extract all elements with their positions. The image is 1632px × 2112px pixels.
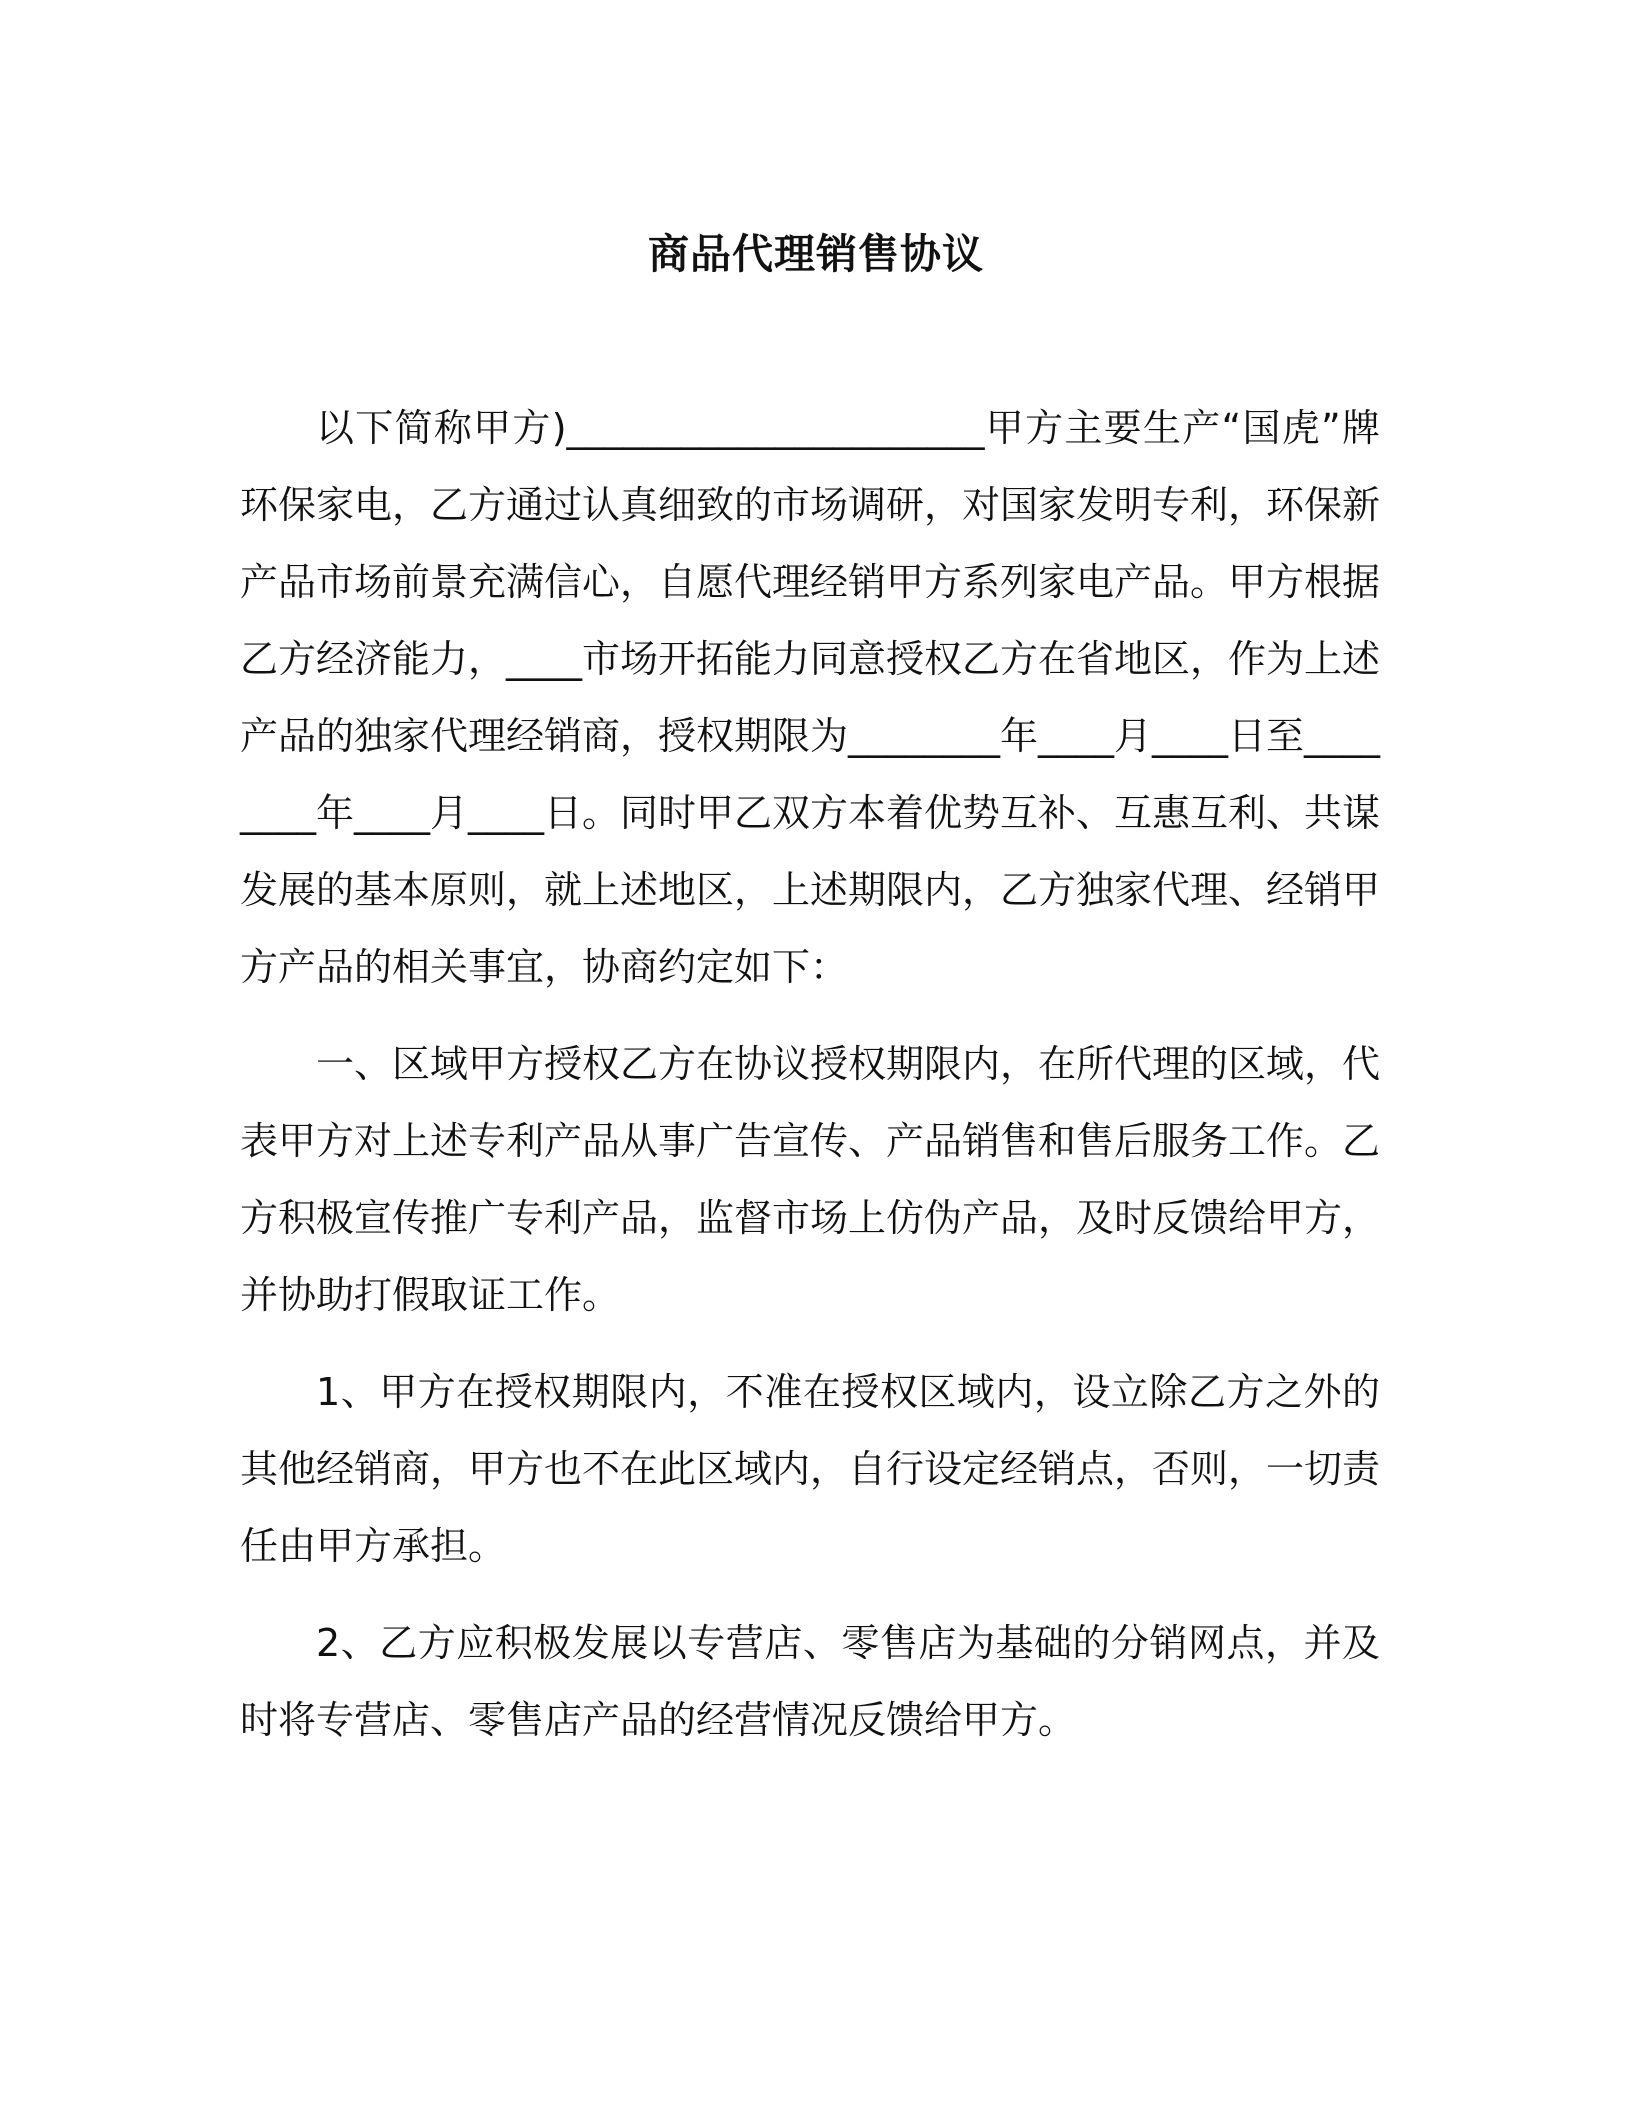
paragraph-section-1: 一、区域甲方授权乙方在协议授权期限内，在所代理的区域，代表甲方对上述专利产品从事广告宣传、产品销售和售后服务工作。乙方积极宣传推广专利产品，监督市场上仿伪产品，及时反馈给甲方，并协助打假取证工作。 (240, 1042, 1381, 1317)
paragraph-clause-2: 2、乙方应积极发展以专营店、零售店为基础的分销网点，并及时将专营店、零售店产品的经营情况反馈给甲方。 (240, 1621, 1380, 1742)
paragraph-clause-1: 1、甲方在授权期限内，不准在授权区域内，设立除乙方之外的其他经销商，甲方也不在此区域内，自行设定经销点，否则，一切责任由甲方承担。 (240, 1370, 1381, 1568)
paragraph-intro: 以下简称甲方)______________________甲方主要生产“国虎”牌环保家电，乙方通过认真细致的市场调研，对国家发明专利，环保新产品市场前景充满信心，自愿代理经销甲方系列家电产品。甲方根据乙方经济能力，____市场开拓能力同意授权乙方在省地区，作为上述产品的独家代理经销商，授权期限为________年____月____日至________年____月____日。同时甲乙双方本着优势互补、互惠互利、共谋发展的基本原则，就上述地区，上述期限内，乙方独家代理、经销甲方产品的相关事宜，协商约定如下： (240, 406, 1381, 989)
document-title: 商品代理销售协议 (648, 230, 984, 278)
document-body (240, 390, 1380, 1759)
